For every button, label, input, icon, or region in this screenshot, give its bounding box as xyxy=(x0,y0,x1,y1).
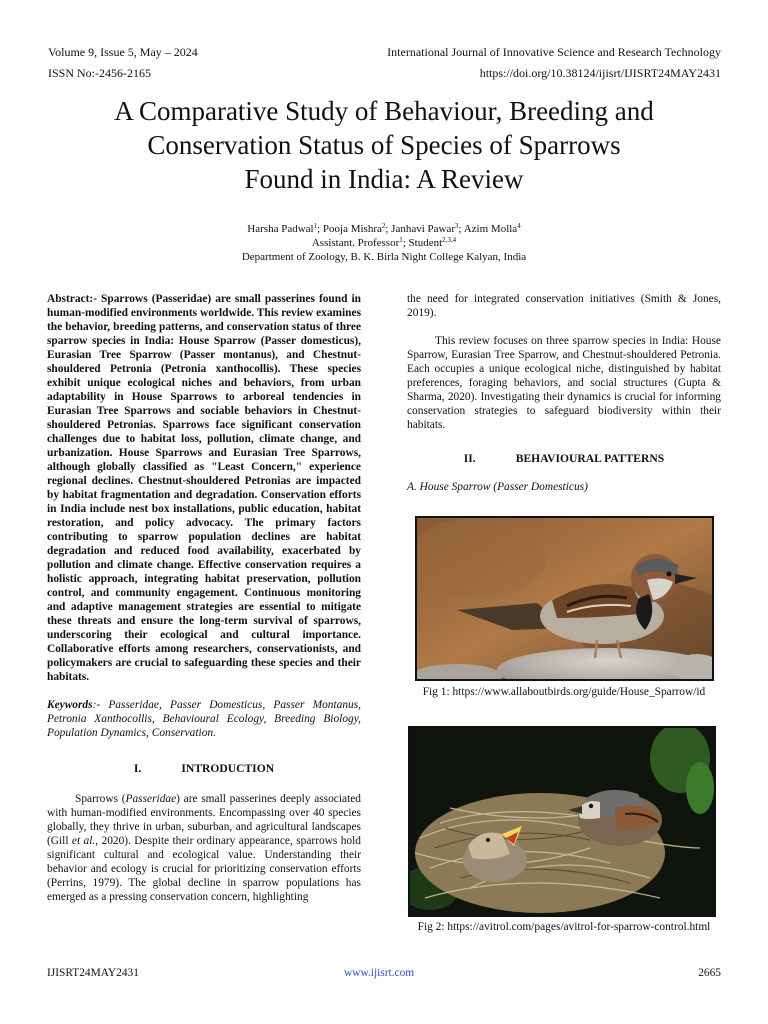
figure-2-sparrow-nest xyxy=(408,726,716,917)
author-sup: 1 xyxy=(313,222,318,230)
doi-link[interactable]: https://doi.org/10.38124/ijisrt/IJISRT24MAY2431 xyxy=(479,66,721,80)
figure-1-caption: Fig 1: https://www.allaboutbirds.org/guide/House_Sparrow/id xyxy=(422,686,706,698)
section-heading-introduction xyxy=(47,762,361,776)
author-sup: 3 xyxy=(455,222,459,230)
title-line: A Comparative Study of Behaviour, Breeding and xyxy=(114,96,654,126)
right-column xyxy=(407,292,721,494)
affiliation: Department of Zoology, B. K. Birla Night College Kalyan, India xyxy=(241,251,527,263)
title-line: Conservation Status of Species of Sparrows xyxy=(147,130,621,160)
title-line: Found in India: A Review xyxy=(244,164,524,194)
keywords-text: :- Passeridae, Passer Domesticus, Passer Montanus, Petronia Xanthocollis, Behavioural Ecology, Breeding Biology, Population Dynamics, Conservation. xyxy=(47,699,361,739)
keywords-label: Keywords xyxy=(47,699,93,711)
role: Assistant. Professor xyxy=(311,237,400,249)
section-title: BEHAVIOURAL PATTERNS xyxy=(515,452,665,465)
subsection-heading: A. House Sparrow (Passer Domesticus) xyxy=(407,481,588,493)
footer-website-link[interactable]: www.ijisrt.com xyxy=(344,967,415,979)
intro-text: Sparrows ( xyxy=(75,793,126,805)
left-column xyxy=(47,292,361,904)
author-block xyxy=(100,222,668,264)
intro-text-italic: Passeridae xyxy=(125,793,177,805)
figure-1-house-sparrow xyxy=(415,516,714,681)
section-number: II. xyxy=(463,452,476,465)
author-sup: 2 xyxy=(381,222,386,230)
role: ; Student xyxy=(402,237,443,249)
author-name: ; Azim Molla xyxy=(458,223,518,235)
intro-paragraph xyxy=(47,792,361,904)
house-sparrow-image xyxy=(417,518,712,679)
issn: ISSN No:-2456-2165 xyxy=(48,66,152,80)
figure-2-caption: Fig 2: https://avitrol.com/pages/avitrol-for-sparrow-control.html xyxy=(417,921,711,933)
role-sup: 1 xyxy=(399,236,403,244)
author-roles xyxy=(100,236,668,250)
abstract: Abstract:- Sparrows (Passeridae) are small passerines found in human-modified environments worldwide. This review examines the behavior, breeding patterns, and conservation status of three sparrow species in India: House Sparrow (Passer domesticus), Eurasian Tree Sparrow (Passer montanus), and Chestnut-shouldered Petronia (Petronia xanthocollis). These species exhibit unique ecological niches and behaviors, from urban adaptability in House Sparrows to arboreal tendencies in Eurasian Tree Sparrows and sociable behaviors in Chestnut-shouldered Petronias. Sparrows face significant conservation challenges due to habitat loss, pollution, climate change, and urbanization. House Sparrows and Eurasian Tree Sparrows, although globally classified as "Least Concern," experience regional declines. Chestnut-shouldered Petronias are impacted by habitat fragmentation and degradation. Conservation efforts in India include nest box installations, public education, habitat restoration, and policy advocacy. The primary factors contributing to sparrow population declines are habitat degradation and reduced food availability, exacerbated by pollution and climate change. Effective conservation requires a holistic approach, integrating habitat preservation, pollution control, and community engagement. Continuous monitoring and adaptive management strategies are essential to mitigate these threats and ensure the long-term survival of sparrows, underscoring their ecological and cultural importance. Collaborative efforts among researchers, conservationists, and policymakers are crucial to safeguarding these species and their habitats. xyxy=(47,293,361,683)
page-number: 2665 xyxy=(698,967,721,979)
intro-text: , 2020). Despite their ordinary appearance, sparrows hold significant cultural and ecological value. Understanding their behavior and ecology is crucial for prioritizing conservation efforts (Perrins, 1979). The global decline in sparrow populations has emerged as a pressing conservation concern, highlighting xyxy=(47,835,361,903)
section-number: I. xyxy=(133,762,142,775)
author-names xyxy=(100,222,668,236)
intro-paragraph-2: This review focuses on three sparrow species in India: House Sparrow, Eurasian Tree Sparrow, and Chestnut-shouldered Petronia. Each occupies a unique ecological niche, distinguished by habitat preferences, foraging behaviors, and social structures (Gupta & Sharma, 2020). Investigating their dynamics is crucial for informing conservation strategies to safeguard biodiversity within their habitats. xyxy=(407,335,721,431)
intro-text-italic: et al. xyxy=(71,835,96,847)
journal-name: International Journal of Innovative Science and Research Technology xyxy=(387,45,721,59)
keywords xyxy=(47,698,361,740)
role-sup: 2,3,4 xyxy=(442,236,457,244)
author-name: ; Janhavi Pawar xyxy=(385,223,456,235)
author-name: ; Pooja Mishra xyxy=(317,223,382,235)
section-title: INTRODUCTION xyxy=(181,762,275,775)
section-heading-behavioural xyxy=(407,452,721,466)
intro-text: ) are small passerines deeply associated with human-modified environments. Encompassing over 40 species globally, they thrive in urban, suburban, and agricultural landscapes (Gill xyxy=(47,793,361,847)
author-name: Harsha Padwal xyxy=(247,223,314,235)
volume-info: Volume 9, Issue 5, May – 2024 xyxy=(48,45,198,59)
sparrow-nest-image xyxy=(410,728,714,915)
intro-continuation: the need for integrated conservation initiatives (Smith & Jones, 2019). xyxy=(407,293,721,319)
paper-title xyxy=(40,94,728,196)
footer-article-id: IJISRT24MAY2431 xyxy=(47,967,139,979)
author-sup: 4 xyxy=(517,222,521,230)
